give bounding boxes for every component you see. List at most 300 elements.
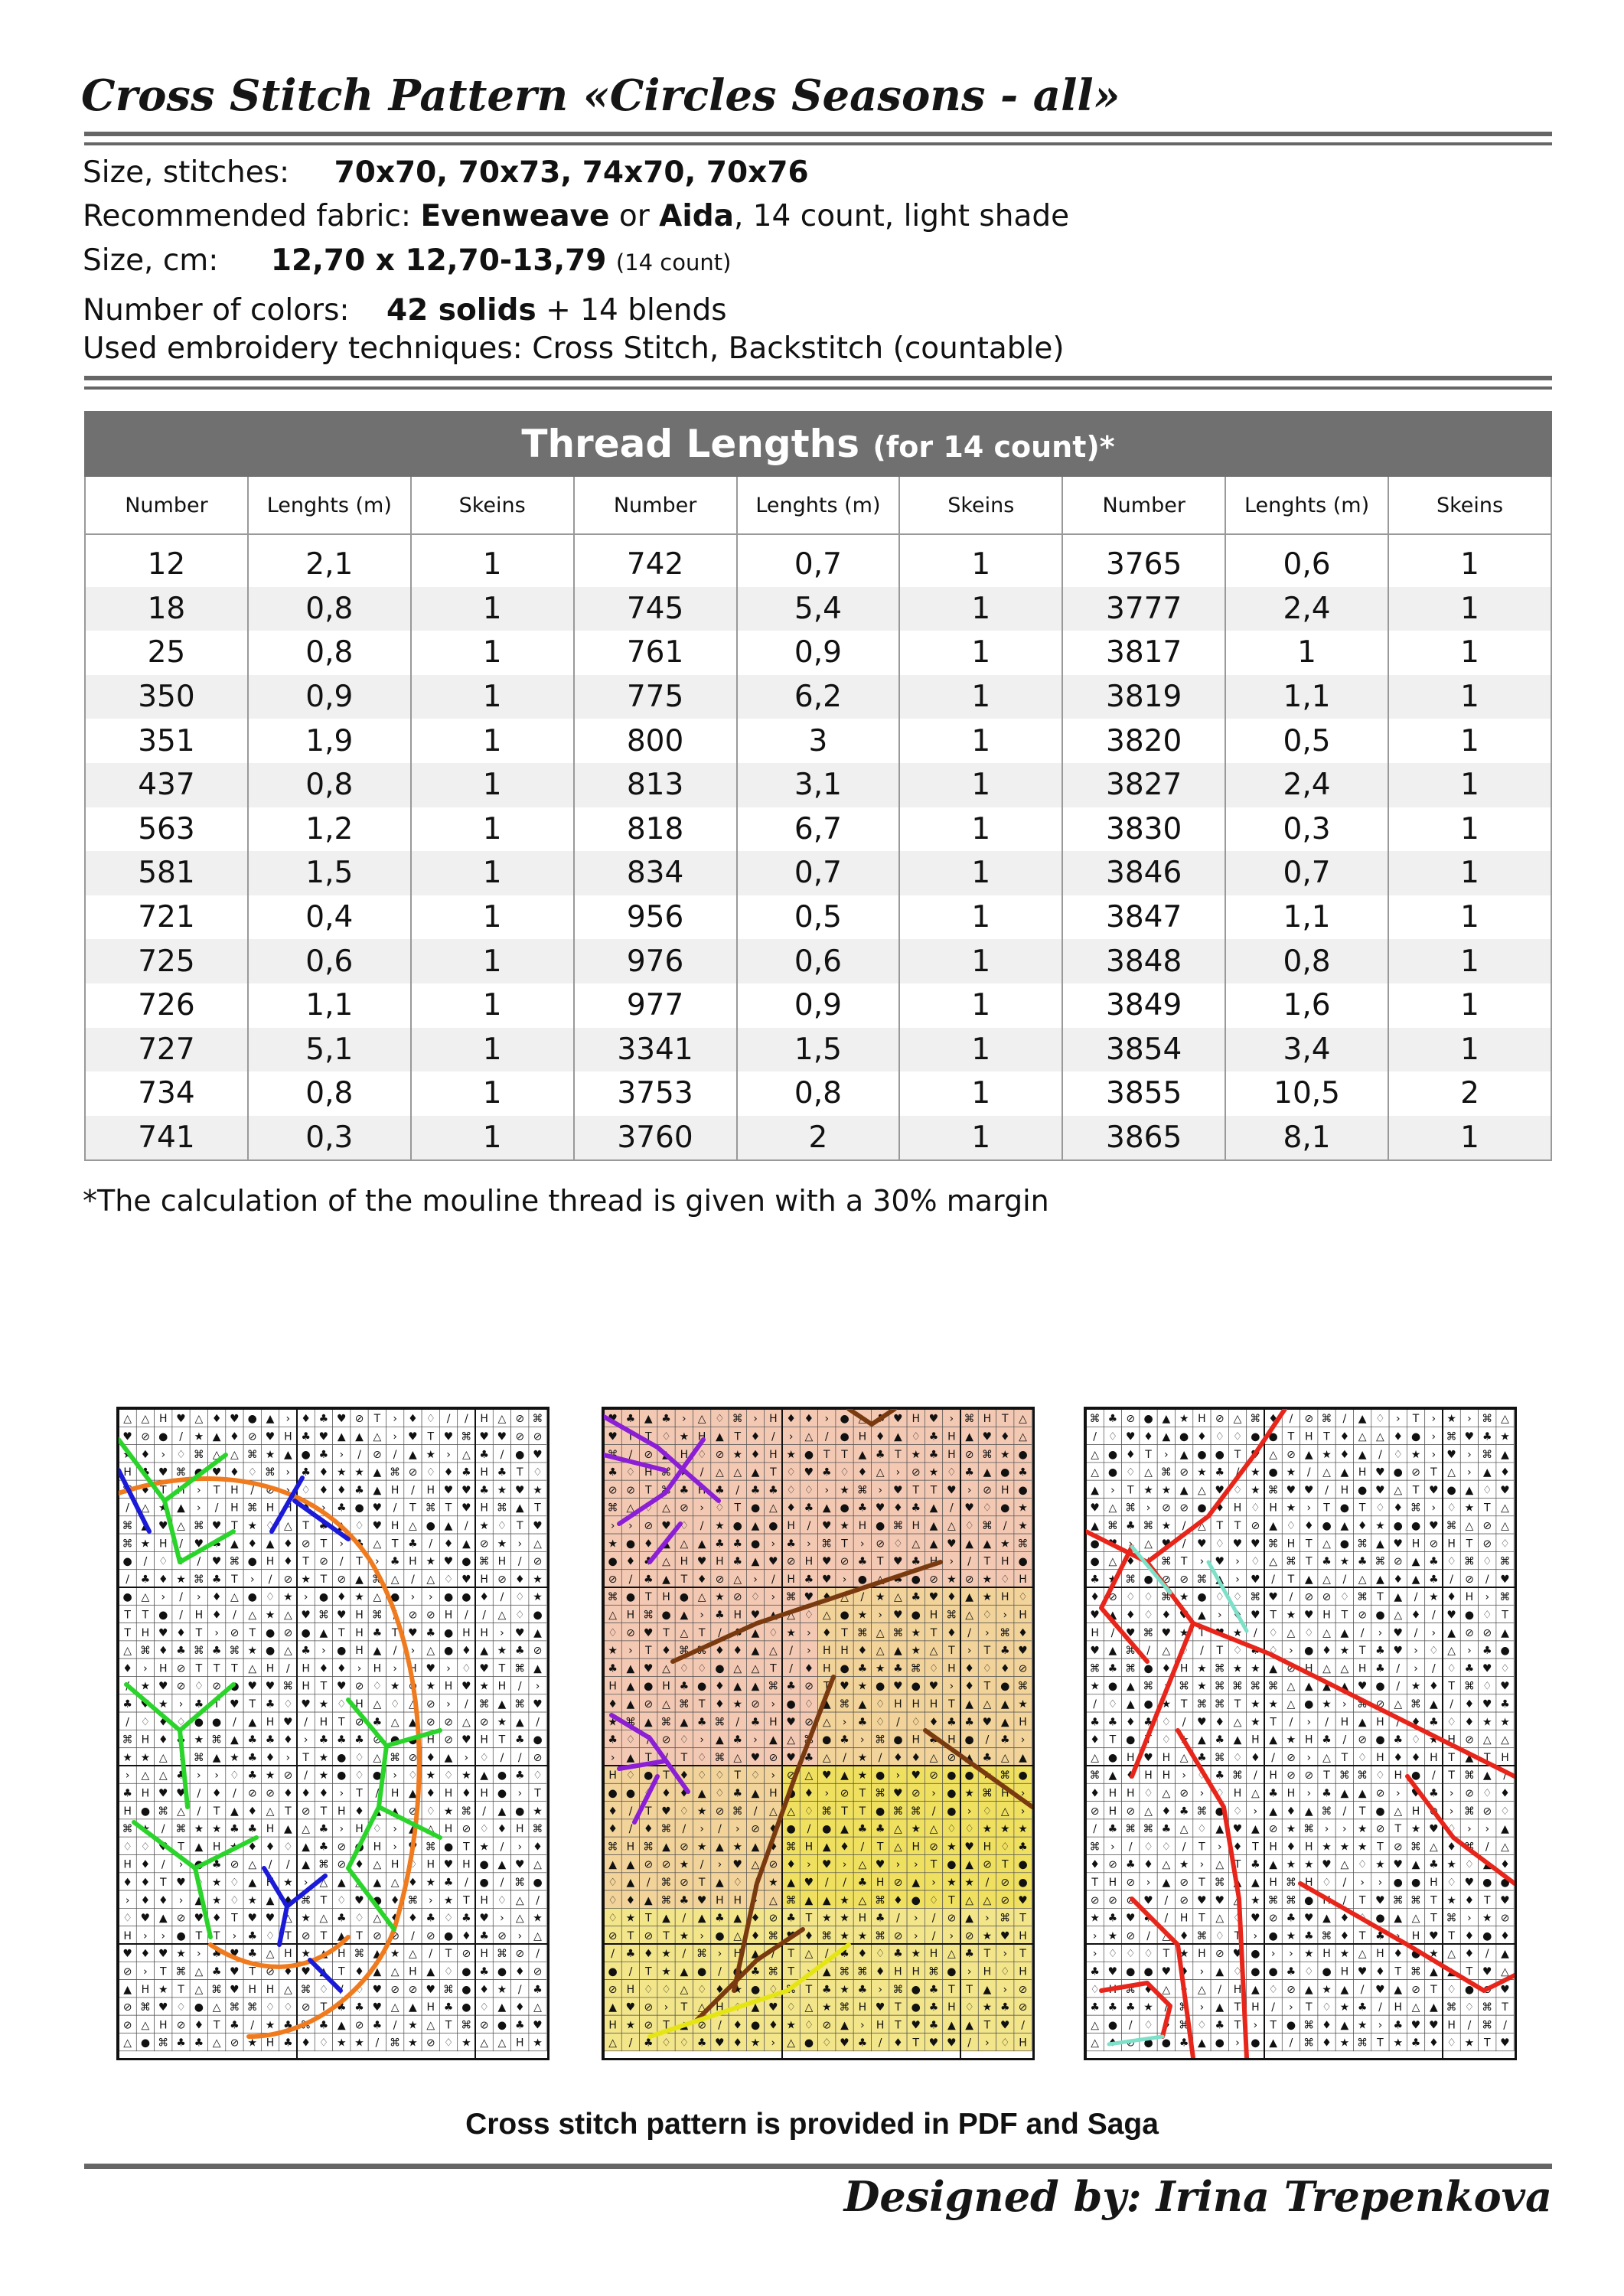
grid-symbol: / <box>375 1787 380 1800</box>
grid-symbol: ● <box>1446 1484 1456 1497</box>
grid-symbol: ⌘ <box>1000 1912 1011 1925</box>
grid-symbol: T <box>1198 1877 1205 1890</box>
grid-symbol: ⌘ <box>282 1680 294 1693</box>
grid-symbol: ♦ <box>336 1484 347 1497</box>
grid-symbol: ★ <box>1251 1894 1260 1907</box>
grid-symbol: ⌘ <box>496 1948 507 1961</box>
grid-symbol: ● <box>1500 1877 1510 1890</box>
grid-symbol: ● <box>679 1591 689 1604</box>
grid-symbol: ⌘ <box>390 2037 401 2050</box>
grid-symbol: ♢ <box>390 1698 400 1711</box>
fabric-or: or <box>618 199 650 233</box>
grid-symbol: H <box>462 1626 471 1639</box>
grid-symbol: ⊘ <box>230 1858 240 1871</box>
grid-symbol: ⊘ <box>247 1787 257 1800</box>
grid-symbol: ♥ <box>1179 1609 1189 1622</box>
grid-symbol: ⌘ <box>1143 1823 1154 1836</box>
grid-symbol: T <box>805 1912 813 1925</box>
grid-symbol: › <box>913 1858 918 1871</box>
grid-symbol: ⌘ <box>981 1520 993 1533</box>
grid-symbol: ⌘ <box>946 1609 957 1622</box>
grid-symbol: T <box>178 1841 184 1854</box>
grid-symbol: ♥ <box>1090 1609 1100 1622</box>
grid-symbol: △ <box>662 1555 670 1568</box>
grid-symbol: ♣ <box>194 1698 204 1711</box>
grid-symbol: › <box>161 1448 166 1461</box>
grid-symbol: ▲ <box>787 1877 796 1890</box>
grid-symbol: T <box>338 1626 345 1639</box>
grid-symbol: ♣ <box>479 1965 489 1978</box>
grid-symbol: / <box>664 1751 668 1764</box>
grid-symbol: ⊘ <box>786 1769 796 1782</box>
grid-symbol: ⌘ <box>660 1716 672 1729</box>
grid-symbol: ♥ <box>122 1948 132 1961</box>
grid-symbol: ⌘ <box>193 1645 204 1658</box>
grid-symbol: ● <box>1410 1520 1421 1533</box>
grid-symbol: ▲ <box>965 1698 974 1711</box>
grid-symbol: / <box>1431 1609 1436 1622</box>
grid-symbol: T <box>124 1609 131 1622</box>
grid-symbol: ★ <box>1018 1520 1028 1533</box>
grid-symbol: ⌘ <box>122 1520 133 1533</box>
grid-symbol: ♢ <box>786 2001 796 2014</box>
grid-symbol: ▲ <box>947 2019 956 2032</box>
grid-symbol: ⊘ <box>840 1787 850 1800</box>
grid-symbol: ♥ <box>230 1698 240 1711</box>
grid-symbol: ▲ <box>983 1538 992 1551</box>
grid-symbol: ♣ <box>1000 1733 1010 1746</box>
grid-symbol: ⌘ <box>696 1948 708 1961</box>
grid-symbol: ♣ <box>265 1698 276 1711</box>
grid-symbol: ▲ <box>894 1645 902 1658</box>
grid-symbol: △ <box>141 2019 150 2032</box>
grid-symbol: / <box>179 1609 183 1622</box>
grid-symbol: △ <box>283 1983 292 1996</box>
info-divider-top <box>84 376 1552 380</box>
grid-symbol: △ <box>158 1769 168 1782</box>
table-cell: 3765 <box>1062 534 1225 587</box>
grid-symbol: T <box>841 1805 848 1818</box>
grid-symbol: ♦ <box>768 1823 778 1836</box>
grid-symbol: ♦ <box>301 1787 311 1800</box>
grid-symbol: ● <box>1410 1877 1421 1890</box>
grid-symbol: H <box>230 1484 239 1497</box>
grid-symbol: H <box>337 1948 346 1961</box>
grid-symbol: ♥ <box>1393 1858 1404 1871</box>
grid-symbol: ★ <box>1357 1841 1368 1854</box>
table-cell: 0,8 <box>248 1071 411 1116</box>
grid-symbol: ⊘ <box>751 1823 760 1836</box>
grid-symbol: ♣ <box>194 2037 204 2050</box>
grid-symbol: ⊘ <box>266 1965 275 1978</box>
grid-symbol: T <box>930 1858 938 1871</box>
grid-symbol: ♦ <box>176 1626 186 1639</box>
grid-symbol: / <box>1253 1769 1257 1782</box>
grid-symbol: ♦ <box>1410 1609 1421 1622</box>
grid-symbol: ★ <box>497 1983 507 1996</box>
grid-symbol: ⌘ <box>461 1430 472 1443</box>
grid-symbol: ★ <box>875 1591 885 1604</box>
table-cell: 727 <box>85 1028 248 1072</box>
grid-symbol: H <box>355 1698 364 1711</box>
table-cell: 1 <box>1388 895 1551 940</box>
grid-symbol: ⌘ <box>425 1841 436 1854</box>
grid-symbol: ⌘ <box>1410 1894 1422 1907</box>
grid-symbol: H <box>1000 1484 1009 1497</box>
grid-symbol: △ <box>373 1430 382 1443</box>
grid-symbol: ♢ <box>661 1430 671 1443</box>
grid-symbol: ★ <box>982 1573 993 1586</box>
grid-symbol: / <box>931 1912 936 1925</box>
grid-symbol: ● <box>408 1733 418 1746</box>
grid-symbol: ★ <box>158 1983 168 1996</box>
grid-symbol: › <box>535 1680 540 1693</box>
grid-symbol: ★ <box>715 1591 725 1604</box>
grid-symbol: ⊘ <box>354 1413 364 1426</box>
grid-symbol: ♦ <box>140 1877 151 1890</box>
grid-symbol: ♥ <box>1215 1626 1225 1639</box>
grid-symbol: ★ <box>732 1983 743 1996</box>
techniques-row: Used embroidery techniques: Cross Stitch, Backstitch (countable) <box>83 331 1065 366</box>
grid-symbol: ▲ <box>1108 1769 1117 1782</box>
table-row <box>85 587 1551 631</box>
grid-symbol: △ <box>680 1538 689 1551</box>
grid-symbol: ♥ <box>211 1555 222 1568</box>
grid-symbol: H <box>911 1841 921 1854</box>
grid-symbol: ▲ <box>1304 1573 1313 1586</box>
grid-symbol: ♢ <box>1268 1626 1278 1639</box>
table-row <box>85 807 1551 852</box>
grid-symbol: ★ <box>247 2037 258 2050</box>
grid-symbol: ♦ <box>318 1466 329 1479</box>
grid-symbol: ● <box>1090 1538 1100 1551</box>
grid-symbol: ♢ <box>982 1662 993 1675</box>
size-cm-value: 12,70 x 12,70-13,79 <box>270 243 607 278</box>
grid-symbol: ● <box>911 1609 921 1622</box>
grid-symbol: T <box>534 1502 541 1515</box>
grid-symbol: › <box>913 1929 918 1942</box>
grid-symbol: ★ <box>1197 1662 1207 1675</box>
grid-symbol: △ <box>1358 1430 1367 1443</box>
grid-symbol: ● <box>1107 1448 1118 1461</box>
grid-symbol: ▲ <box>965 1538 974 1551</box>
grid-symbol: T <box>124 1626 131 1639</box>
grid-symbol: ★ <box>1464 1502 1475 1515</box>
grid-symbol: H <box>266 1502 275 1515</box>
grid-symbol: ⌘ <box>660 1466 672 1479</box>
grid-symbol: › <box>1217 1609 1222 1622</box>
grid-symbol: ⌘ <box>158 2037 169 2050</box>
grid-symbol: T <box>1198 1626 1205 1639</box>
grid-symbol: ♢ <box>786 1466 796 1479</box>
grid-symbol: › <box>1485 1591 1490 1604</box>
grid-symbol: ♥ <box>893 1787 903 1800</box>
grid-symbol: ♢ <box>608 1912 618 1925</box>
grid-symbol: △ <box>1108 1502 1117 1515</box>
grid-symbol: ♥ <box>247 1912 258 1925</box>
grid-symbol: ★ <box>911 1645 921 1658</box>
grid-symbol: ⊘ <box>283 1769 293 1782</box>
grid-symbol: ♢ <box>1446 1877 1456 1890</box>
grid-symbol: ⌘ <box>714 1751 726 1764</box>
grid-symbol: ● <box>911 1894 921 1907</box>
grid-symbol: T <box>680 1573 688 1586</box>
grid-symbol: ♢ <box>768 1983 778 1996</box>
grid-symbol: ♥ <box>265 1680 276 1693</box>
grid-symbol: / <box>967 2037 972 2050</box>
grid-symbol: ▲ <box>965 2019 974 2032</box>
grid-symbol: ▲ <box>1269 1520 1278 1533</box>
grid-symbol: ⌘ <box>1410 1698 1422 1711</box>
grid-symbol: △ <box>929 1751 938 1764</box>
grid-symbol: ♥ <box>1429 1484 1439 1497</box>
grid-symbol: ▲ <box>319 1948 328 1961</box>
table-cell: 1 <box>1388 807 1551 852</box>
grid-symbol: △ <box>390 1965 399 1978</box>
table-row <box>85 895 1551 940</box>
grid-symbol: ⌘ <box>821 1805 833 1818</box>
grid-symbol: ♣ <box>875 1413 885 1426</box>
grid-symbol: ♢ <box>875 1698 885 1711</box>
grid-symbol: ♦ <box>625 1894 636 1907</box>
grid-symbol: △ <box>733 1929 742 1942</box>
grid-symbol: H <box>1019 1929 1027 1942</box>
grid-symbol: H <box>480 1948 488 1961</box>
grid-symbol: T <box>231 1912 238 1925</box>
grid-symbol: T <box>930 1626 938 1639</box>
grid-symbol: ♢ <box>715 1769 725 1782</box>
grid-symbol: ▲ <box>1269 1858 1278 1871</box>
grid-symbol: ● <box>515 1448 525 1461</box>
grid-symbol: H <box>911 1698 921 1711</box>
grid-symbol: ⊘ <box>715 1573 725 1586</box>
grid-symbol: H <box>426 1858 435 1871</box>
fabric-value-evenweave: Evenweave <box>420 199 610 233</box>
grid-symbol: / <box>285 1662 290 1675</box>
grid-symbol: ♦ <box>1000 1662 1010 1675</box>
grid-symbol: H <box>1162 1769 1171 1782</box>
grid-symbol: ⌘ <box>1250 1591 1261 1604</box>
grid-symbol: ♥ <box>821 1769 832 1782</box>
grid-symbol: ♦ <box>426 1787 436 1800</box>
grid-symbol: ⊘ <box>679 1502 689 1515</box>
grid-symbol: ★ <box>533 1573 543 1586</box>
grid-symbol: ♥ <box>1303 1609 1314 1622</box>
grid-symbol: / <box>628 1573 633 1586</box>
grid-symbol: ♣ <box>625 1413 636 1426</box>
grid-symbol: △ <box>373 1751 382 1764</box>
grid-symbol: ⌘ <box>607 1502 618 1515</box>
grid-symbol: △ <box>822 1716 831 1729</box>
grid-symbol: › <box>1449 1805 1454 1818</box>
grid-symbol: ♢ <box>715 1502 725 1515</box>
grid-symbol: ⊘ <box>1393 1841 1403 1854</box>
grid-symbol: ♥ <box>1446 1448 1456 1461</box>
grid-symbol: ● <box>497 1965 507 1978</box>
grid-symbol: ♥ <box>461 1573 471 1586</box>
grid-symbol: △ <box>1198 1520 1206 1533</box>
table-cell: 1 <box>411 1028 574 1072</box>
grid-symbol: / <box>718 1823 722 1836</box>
grid-symbol: ★ <box>786 2019 796 2032</box>
grid-symbol: H <box>608 1680 617 1693</box>
grid-symbol: ♣ <box>1482 1430 1492 1443</box>
grid-symbol: ♦ <box>1410 1716 1421 1729</box>
table-cell: 0,8 <box>1225 939 1388 983</box>
grid-symbol: H <box>716 1894 724 1907</box>
grid-symbol: H <box>444 1823 453 1836</box>
grid-symbol: ★ <box>661 1965 671 1978</box>
grid-symbol: ● <box>732 1520 742 1533</box>
grid-symbol: T <box>1287 1573 1295 1586</box>
grid-symbol: ♥ <box>947 1484 957 1497</box>
grid-symbol: ● <box>1143 1698 1153 1711</box>
grid-symbol: ★ <box>750 2037 761 2050</box>
grid-symbol: ⌘ <box>1463 1769 1475 1782</box>
grid-symbol: ⌘ <box>643 1841 654 1854</box>
grid-symbol: ▲ <box>1233 1877 1242 1890</box>
grid-symbol: △ <box>497 1413 507 1426</box>
grid-symbol: ♢ <box>1268 1645 1278 1658</box>
grid-symbol: / <box>1289 1591 1293 1604</box>
grid-symbol: ♢ <box>408 1858 418 1871</box>
grid-symbol: / <box>429 1948 433 1961</box>
grid-symbol: ♢ <box>176 2001 186 2014</box>
grid-symbol: ▲ <box>644 1716 653 1729</box>
grid-symbol: ♢ <box>354 1912 364 1925</box>
grid-symbol: ▲ <box>141 1520 150 1533</box>
grid-symbol: ♢ <box>928 1662 939 1675</box>
grid-symbol: ▲ <box>337 1877 346 1890</box>
grid-symbol: ♦ <box>893 1502 903 1515</box>
grid-symbol: / <box>464 1877 468 1890</box>
grid-symbol: T <box>1358 1645 1366 1658</box>
table-cell: 0,6 <box>248 939 411 983</box>
grid-symbol: ⊘ <box>1286 1662 1296 1675</box>
grid-symbol: H <box>302 1662 310 1675</box>
grid-symbol: ♥ <box>336 1609 347 1622</box>
grid-symbol: ▲ <box>1482 1769 1492 1782</box>
grid-symbol: ▲ <box>337 1430 346 1443</box>
grid-symbol: ★ <box>283 1877 293 1890</box>
grid-symbol: ⌘ <box>425 1502 436 1515</box>
table-cell: 2,4 <box>1225 587 1388 631</box>
grid-symbol: ⊘ <box>1482 1538 1492 1551</box>
grid-symbol: T <box>1323 1502 1330 1515</box>
grid-symbol: / <box>718 2019 722 2032</box>
grid-symbol: ♦ <box>857 1948 868 1961</box>
grid-symbol: ⊘ <box>444 1716 453 1729</box>
grid-symbol: H <box>858 1520 867 1533</box>
grid-symbol: △ <box>1482 1733 1492 1746</box>
grid-symbol: △ <box>1091 1466 1100 1479</box>
grid-symbol: ♥ <box>461 1733 471 1746</box>
grid-symbol: H <box>716 1555 724 1568</box>
grid-symbol: ▲ <box>662 1448 670 1461</box>
grid-symbol: ⊘ <box>1393 1555 1403 1568</box>
grid-symbol: ♦ <box>804 1662 814 1675</box>
grid-symbol: ⌘ <box>300 1983 311 1996</box>
pattern-preview-winter <box>116 1407 549 2060</box>
grid-symbol: ♢ <box>176 1716 186 1729</box>
grid-symbol: ♢ <box>497 1520 507 1533</box>
grid-symbol: ▲ <box>626 1662 635 1675</box>
grid-symbol: ● <box>1000 1680 1010 1693</box>
grid-symbol: T <box>734 1430 742 1443</box>
grid-symbol: ▲ <box>626 1698 635 1711</box>
grid-symbol: ⌘ <box>1499 1591 1511 1604</box>
grid-symbol: H <box>733 1609 742 1622</box>
grid-symbol: ♦ <box>211 1609 222 1622</box>
grid-symbol: H <box>390 1858 399 1871</box>
grid-symbol: ▲ <box>1198 1609 1206 1622</box>
grid-symbol: ♦ <box>283 1555 293 1568</box>
grid-symbol: ⊘ <box>1286 1448 1296 1461</box>
grid-symbol: T <box>195 1662 203 1675</box>
grid-symbol: ▲ <box>662 1538 670 1551</box>
table-cell: 761 <box>574 631 737 675</box>
grid-symbol: ⊘ <box>301 2001 311 2014</box>
grid-symbol: ♦ <box>479 1983 489 1996</box>
grid-symbol: ▲ <box>1215 1573 1225 1586</box>
grid-symbol: T <box>1019 1948 1026 1961</box>
grid-symbol: › <box>1003 1609 1008 1622</box>
grid-symbol: ● <box>1000 1466 1010 1479</box>
grid-symbol: ● <box>337 1751 347 1764</box>
grid-symbol: ▲ <box>533 1662 542 1675</box>
grid-symbol: ♦ <box>1125 1769 1136 1782</box>
grid-symbol: ⌘ <box>1000 1769 1011 1782</box>
grid-symbol: / <box>860 1841 865 1854</box>
grid-symbol: / <box>517 1555 522 1568</box>
grid-symbol: T <box>859 1805 866 1818</box>
grid-symbol: △ <box>822 1751 831 1764</box>
grid-symbol: ▲ <box>497 1858 507 1871</box>
grid-symbol: ★ <box>911 1626 921 1639</box>
grid-symbol: / <box>126 1502 130 1515</box>
grid-symbol: ♥ <box>1429 1823 1439 1836</box>
grid-symbol: ⊘ <box>176 1662 186 1675</box>
grid-symbol: ▲ <box>1000 1716 1009 1729</box>
grid-symbol: / <box>753 1877 758 1890</box>
grid-symbol: ♥ <box>625 2001 636 2014</box>
grid-symbol: ● <box>247 1555 257 1568</box>
grid-symbol: ♦ <box>964 1680 974 1693</box>
grid-symbol: ⊘ <box>283 1626 293 1639</box>
grid-symbol: ⊘ <box>661 1858 671 1871</box>
table-cell: 3,1 <box>737 763 900 807</box>
grid-symbol: △ <box>248 1609 257 1622</box>
grid-symbol: ♣ <box>1125 1858 1136 1871</box>
grid-symbol: T <box>445 2019 452 2032</box>
grid-symbol: △ <box>1162 1858 1171 1871</box>
grid-symbol: △ <box>1019 1413 1027 1426</box>
grid-symbol: H <box>929 1698 938 1711</box>
table-cell: 1 <box>411 895 574 940</box>
table-cell: 0,7 <box>737 851 900 895</box>
grid-symbol: T <box>320 1805 328 1818</box>
grid-symbol: △ <box>697 1413 706 1426</box>
grid-symbol: ● <box>158 1430 168 1443</box>
grid-symbol: ♦ <box>497 1823 507 1836</box>
grid-symbol: ♢ <box>230 1877 240 1890</box>
grid-symbol: ★ <box>461 2037 471 2050</box>
grid-symbol: ⊘ <box>644 1448 654 1461</box>
grid-symbol: ▲ <box>409 1787 417 1800</box>
grid-symbol: △ <box>733 1751 742 1764</box>
grid-symbol: ♣ <box>408 1538 418 1551</box>
grid-symbol: ● <box>804 1448 814 1461</box>
